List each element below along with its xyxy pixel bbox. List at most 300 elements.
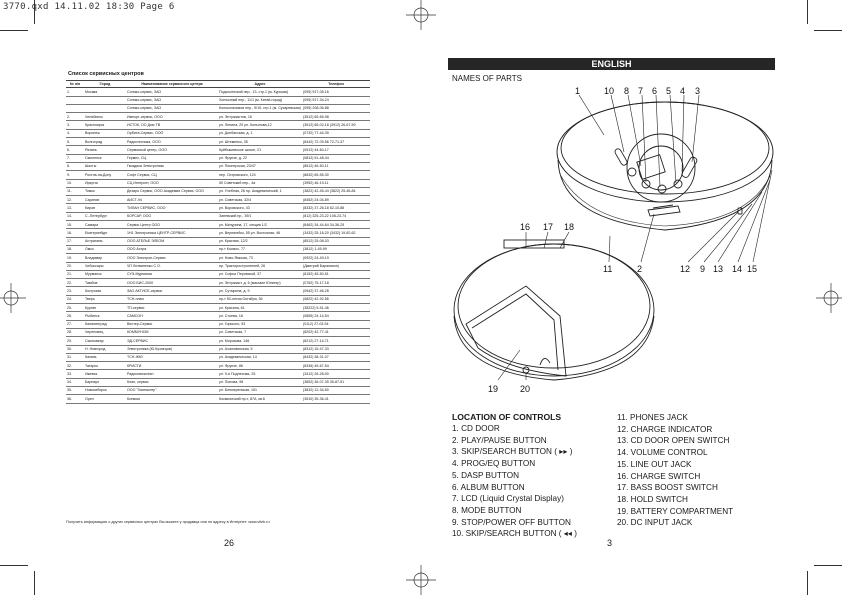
table-cell: ООО БИС-2000	[126, 279, 218, 287]
table-cell: (8212) 27-14-71	[302, 337, 370, 345]
table-cell: ЗАО АКТИСЕ-сервис	[126, 287, 218, 295]
table-cell: (Дмитрий Бараникин)	[302, 262, 370, 270]
crop-mark	[807, 571, 808, 595]
table-cell: ул. 9-я Подлесная, 25	[218, 370, 302, 378]
table-cell: ул. Штеменко, 35	[218, 138, 302, 146]
table-cell: 28.	[66, 328, 84, 336]
callout-17: 17	[543, 222, 554, 232]
table-cell: (3432) 25-18-20 (3432) 19-82-62	[302, 229, 370, 237]
table-row	[66, 88, 370, 96]
table-cell: Сонико-сервис, ЗАО	[126, 104, 218, 112]
table-cell: ЭД-СЕРВИС	[126, 337, 218, 345]
table-cell	[66, 96, 84, 104]
table-row	[66, 287, 370, 295]
table-cell: Череповец	[84, 328, 126, 336]
service-list-footer: Получить информацию о других сервисных центрах Вы можете у продавца или по адресу в Интернет: www.vitek.ru	[66, 520, 270, 524]
column-header: Телефон	[302, 81, 370, 88]
table-cell: 2.	[66, 113, 84, 121]
table-cell: Радиосвязьтехн	[126, 370, 218, 378]
table-cell: (8632) 65-55-30	[302, 171, 370, 179]
table-cell: 35.	[66, 386, 84, 394]
callout-19: 19	[488, 384, 499, 394]
table-cell: 29.	[66, 337, 84, 345]
crop-mark	[34, 0, 35, 24]
table-cell: ул. Фрунзе, д. 22	[218, 154, 302, 162]
table-cell: Владимир	[84, 254, 126, 262]
list-item: 13. CD DOOR OPEN SWITCH	[617, 436, 730, 446]
table-cell: Рязань	[84, 146, 126, 154]
list-item: 9. STOP/POWER OFF BUTTON	[452, 517, 571, 527]
list-item: 1. CD DOOR	[452, 424, 500, 433]
table-cell: Новосибирск	[84, 386, 126, 394]
table-cell: (812) 325-23-22 108-23-74	[302, 212, 370, 220]
table-cell: Чебоксары	[84, 262, 126, 270]
table-cell: 24.	[66, 295, 84, 303]
table-cell: Сервис Центр ООО	[126, 221, 218, 229]
table-cell: 15.	[66, 221, 84, 229]
column-header: Адрес	[218, 81, 302, 88]
list-item: 12. CHARGE INDICATOR	[617, 424, 713, 434]
table-cell: ул. Софьи Перовской, 37	[218, 270, 302, 278]
crop-mark	[814, 30, 842, 31]
list-item: 18. HOLD SWITCH	[617, 494, 688, 504]
table-cell: Екатеринбург	[84, 229, 126, 237]
table-row	[66, 245, 370, 253]
table-row	[66, 295, 370, 303]
table-cell: (0822) 42-92-56	[302, 295, 370, 303]
table-row	[66, 312, 370, 320]
page-number-right: 3	[607, 538, 613, 548]
list-item: 5. DASP BUTTON	[452, 470, 520, 480]
table-cell: ул. Академическая, 14	[218, 353, 302, 361]
table-row	[66, 395, 370, 403]
table-cell: ООО Астра	[126, 245, 218, 253]
table-cell: (8442) 72-09-56 72-71-37	[302, 138, 370, 146]
table-cell: (0942) 37-46-28	[302, 287, 370, 295]
table-row	[66, 320, 370, 328]
table-cell: (3510) 35-36-41	[302, 395, 370, 403]
table-cell: ул. Фрунзе, 86	[218, 362, 302, 370]
table-cell: (8152) 45-50-51	[302, 270, 370, 278]
table-cell: ЧП Литвиненко С.О.	[126, 262, 218, 270]
callout-3: 3	[695, 86, 701, 96]
table-cell: ТИЛАН СЕРВИС, ООО	[126, 204, 218, 212]
table-cell: ул. Ново-Ямская, 73	[218, 254, 302, 262]
table-cell: Тамбов	[84, 279, 126, 287]
callout-5: 5	[666, 86, 672, 96]
list-item: 16. CHARGE SWITCH	[617, 471, 701, 481]
controls-list-right	[617, 412, 733, 529]
table-cell: ул. Донбасская, д. 1	[218, 129, 302, 137]
callout-4: 4	[680, 86, 686, 96]
list-item: 17. BASS BOOST SWITCH	[617, 483, 718, 493]
table-cell: 36.	[66, 395, 84, 403]
table-row	[66, 171, 370, 179]
battery-compartment-icon	[466, 286, 566, 376]
callout-11: 11	[603, 264, 613, 274]
table-cell: (3512) 65-65-98	[302, 113, 370, 121]
table-row	[66, 179, 370, 187]
table-cell	[84, 96, 126, 104]
table-cell: 17.	[66, 237, 84, 245]
table-cell: (3822) 42-45-44 (3822) 25-46-84	[302, 187, 370, 195]
table-cell: Челябинск	[84, 113, 126, 121]
table-cell: ул. Ачаловинская, 5	[218, 345, 302, 353]
table-cell: (095) 917-05-16	[302, 88, 370, 96]
table-cell: АИСТ-94	[126, 196, 218, 204]
table-cell: Ксемом	[126, 395, 218, 403]
table-row	[66, 353, 370, 361]
skip-back-button-icon	[614, 148, 628, 167]
table-cell: 21.	[66, 270, 84, 278]
table-cell: 26.	[66, 312, 84, 320]
table-cell: Софт Сервис, СЦ	[126, 171, 218, 179]
table-cell: (8336) 45-67-54	[302, 362, 370, 370]
table-cell: Астрахань	[84, 237, 126, 245]
list-item: 8. MODE BUTTON	[452, 505, 522, 515]
table-row	[66, 104, 370, 112]
table-cell: ул. Морозова, 146	[218, 337, 302, 345]
table-body	[66, 88, 370, 403]
print-slug: 3770.qxd 14.11.02 18:30 Page 6	[3, 2, 175, 12]
table-cell: 14.	[66, 212, 84, 220]
list-item: 3. SKIP/SEARCH BUTTON ( ▸▸ )	[452, 447, 573, 457]
table-row	[66, 121, 370, 129]
table-row	[66, 386, 370, 394]
table-cell: Сыктывкар	[84, 337, 126, 345]
table-cell: 1.	[66, 88, 84, 96]
callout-9: 9	[700, 264, 706, 274]
table-cell: Волгоград	[84, 138, 126, 146]
table-cell: (8452) 24-04-89	[302, 196, 370, 204]
table-cell: Орбита-Сервис, ООО	[126, 129, 218, 137]
dasp-button-icon	[658, 185, 666, 193]
table-cell: Вестер-Сервис	[126, 320, 218, 328]
table-cell: 7.	[66, 154, 84, 162]
table-cell: 20.	[66, 262, 84, 270]
table-row	[66, 138, 370, 146]
table-cell: (35222) 5-51-46	[302, 304, 370, 312]
table-cell: ул. Энтузиаст, д. 6 (магазин Юпитер)	[218, 279, 302, 287]
table-cell: Холхозный пер., 11/1 (м. Китай-город)	[218, 96, 302, 104]
page-number-left: 26	[224, 538, 235, 548]
table-cell: КОРСАР, ООО	[126, 212, 218, 220]
table-cell: Барнаул	[84, 378, 126, 386]
table-cell: ул. Мичурина, 17, секция 1/2	[218, 221, 302, 229]
cd-player-diagram	[448, 80, 778, 400]
table-cell: Заневский пр., 39/1	[218, 212, 302, 220]
table-cell: Татарск	[84, 362, 126, 370]
table-cell: пер. Островского, 124	[218, 171, 302, 179]
list-item: 15. LINE OUT JACK	[617, 459, 692, 469]
list-item: 14. VOLUME CONTROL	[617, 448, 708, 458]
table-cell: Ижевск	[84, 370, 126, 378]
table-cell	[66, 104, 84, 112]
table-cell: 19.	[66, 254, 84, 262]
table-cell: (8432) 38-31-07	[302, 353, 370, 361]
registration-mark	[404, 0, 438, 30]
callout-18: 18	[564, 222, 575, 232]
table-cell: Воронеж	[84, 129, 126, 137]
column-header: Наименование сервисного центра	[126, 81, 218, 88]
table-cell: пр. Тракторостроителей, 26	[218, 262, 302, 270]
table-cell: СУЭ-Мурманск	[126, 270, 218, 278]
table-cell: (3812) 1-45-99	[302, 245, 370, 253]
registration-mark	[816, 283, 842, 313]
table-cell: ул. Сутырина, д. 9	[218, 287, 302, 295]
table-cell: Н. Новгород	[84, 345, 126, 353]
list-item: 6. ALBUM BUTTON	[452, 482, 525, 492]
table-cell: (3852) 36-07-35 35-87-51	[302, 378, 370, 386]
table-cell: (0752) 75-17-18	[302, 279, 370, 287]
table-cell: (0922) 24-49-19	[302, 254, 370, 262]
table-cell: Космический пр-т, 87А, кв.6	[218, 395, 302, 403]
table-cell: Саратов	[84, 196, 126, 204]
table-row	[66, 345, 370, 353]
table-cell: (0912) 44-60-17	[302, 146, 370, 154]
table-cell: (095) 917-34-24	[302, 96, 370, 104]
table-cell: (0732) 77-44-39	[302, 129, 370, 137]
list-item: 20. DC INPUT JACK	[617, 518, 693, 528]
service-list-title: Список сервисных центров	[68, 71, 144, 77]
table-cell: Мурманск	[84, 270, 126, 278]
table-cell: (8202) 42-77-41	[302, 328, 370, 336]
table-cell: КОММУНОМ	[126, 328, 218, 336]
table-cell: (095) 208-06-88	[302, 104, 370, 112]
registration-mark	[404, 565, 438, 595]
table-cell: Томск	[84, 187, 126, 195]
table-cell: Гермес, СЦ	[126, 154, 218, 162]
table-row	[66, 96, 370, 104]
callout-15: 15	[747, 264, 758, 274]
callout-10: 10	[604, 86, 615, 96]
table-cell: Орел	[84, 395, 126, 403]
names-of-parts-heading: NAMES OF PARTS	[452, 74, 522, 83]
table-cell	[84, 104, 126, 112]
table-row	[66, 204, 370, 212]
table-cell: Рыбинск	[84, 312, 126, 320]
table-cell: Электроника (Ю.Кузнецов)	[126, 345, 218, 353]
table-cell: 3.	[66, 121, 84, 129]
table-cell: Сервисный центр, ООО	[126, 146, 218, 154]
table-cell: Сонико-сервис, ЗАО	[126, 88, 218, 96]
controls-list-left	[452, 423, 577, 540]
table-cell: 9.	[66, 171, 84, 179]
table-row	[66, 279, 370, 287]
table-cell: ул. Горького, 53	[218, 320, 302, 328]
table-row	[66, 237, 370, 245]
table-row	[66, 229, 370, 237]
list-item: 11. PHONES JACK	[617, 413, 688, 422]
table-cell: 11.	[66, 187, 84, 195]
play-pause-button-icon	[648, 206, 680, 216]
table-cell: 34.	[66, 378, 84, 386]
table-cell: Смоленск	[84, 154, 126, 162]
table-cell: Курган	[84, 304, 126, 312]
prog-eq-button-icon	[674, 180, 682, 188]
table-cell: Казань	[84, 353, 126, 361]
table-cell: Киров	[84, 204, 126, 212]
table-cell: С.-Петербург	[84, 212, 126, 220]
language-bar: ENGLISH	[448, 58, 775, 70]
table-cell: 50 Советский пер., 4а	[218, 179, 302, 187]
table-cell: (8332) 37-26-18 62-10-88	[302, 204, 370, 212]
callout-16: 16	[520, 222, 531, 232]
table-row	[66, 254, 370, 262]
table-cell: Подсосенский пер., 13, стр.1 (м. Курская)	[218, 88, 302, 96]
table-cell: 27.	[66, 320, 84, 328]
table-cell: САМСОН	[126, 312, 218, 320]
table-cell: ул. Стоева, 16	[218, 312, 302, 320]
table-cell: ул. Энтузиастов, 16	[218, 113, 302, 121]
table-cell: Москва	[84, 88, 126, 96]
table-cell: 30.	[66, 345, 84, 353]
crop-mark	[0, 565, 28, 566]
column-header: № п/п	[66, 81, 84, 88]
table-cell: Сонико-сервис, ЗАО	[126, 96, 218, 104]
list-item: 19. BATTERY COMPARTMENT	[617, 506, 734, 516]
table-row	[66, 196, 370, 204]
table-cell: (3912) 65-02-18 (3912) 26-67-59	[302, 121, 370, 129]
table-cell: Гвоздика Электроникс	[126, 162, 218, 170]
table-cell: Импорт-сервис, ООО	[126, 113, 218, 121]
table-cell: ООО АТЕЛЬЕ ЭЛЕОМ	[126, 237, 218, 245]
table-cell: ул. Красина, 61	[218, 304, 302, 312]
crop-mark	[34, 571, 35, 595]
registration-mark	[0, 283, 26, 313]
table-row	[66, 270, 370, 278]
mode-button-icon	[628, 168, 636, 176]
table-cell: Клип, сервис	[126, 378, 218, 386]
table-cell: 16.	[66, 229, 84, 237]
table-cell: Колокольников пер., 9/10, стр.1 (м. Сухаревская)	[218, 104, 302, 112]
list-item: 4. PROG/EQ BUTTON	[452, 459, 536, 469]
table-row	[66, 187, 370, 195]
table-cell: (8512) 25-08-03	[302, 237, 370, 245]
column-header: Город	[84, 81, 126, 88]
table-cell: ул. Учебная, 26 пр. Академический, 1	[218, 187, 302, 195]
callout-7: 7	[638, 86, 644, 96]
callout-12: 12	[680, 264, 691, 274]
table-cell: Калининград	[84, 320, 126, 328]
table-cell: ул. Вернигейск, 55 ул. Восточная, 46	[218, 229, 302, 237]
table-cell: Омск	[84, 245, 126, 253]
table-row	[66, 129, 370, 137]
table-cell: 6.	[66, 146, 84, 154]
table-cell: СЦ Интерсет, ООО	[126, 179, 218, 187]
crop-mark	[807, 0, 808, 24]
table-cell: Иркутск	[84, 179, 126, 187]
table-cell: Кострома	[84, 287, 126, 295]
table-cell: КРИСТИ	[126, 362, 218, 370]
table-cell: Куйбышевское шоссе, 21	[218, 146, 302, 154]
table-cell: 31.	[66, 353, 84, 361]
table-cell: 25.	[66, 304, 84, 312]
table-cell: 5.	[66, 138, 84, 146]
table-cell: 32.	[66, 362, 84, 370]
table-cell: ул. Воровского, 43	[218, 204, 302, 212]
table-cell: ул. Красная, 12/2	[218, 237, 302, 245]
table-cell: ООО Электрон-Сервис	[126, 254, 218, 262]
table-row	[66, 113, 370, 121]
table-cell: (8612) 46-50-11	[302, 162, 370, 170]
callout-13: 13	[713, 264, 724, 274]
callout-14: 14	[732, 264, 743, 274]
table-cell: ООО "Гимнастер"	[126, 386, 218, 394]
table-row	[66, 378, 370, 386]
table-cell: (8312) 15-47-33	[302, 345, 370, 353]
callout-20: 20	[520, 384, 531, 394]
table-cell: ТСН-ЖКУ	[126, 353, 218, 361]
table-cell: Дезаро Сервис, ООО Академия Сервис, ООО	[126, 187, 218, 195]
table-cell: 22.	[66, 279, 84, 287]
table-cell: 10.	[66, 179, 84, 187]
table-cell: 4.	[66, 129, 84, 137]
callout-8: 8	[624, 86, 630, 96]
table-cell: ул. Блюхеренская, 151	[218, 386, 302, 394]
table-cell: (3952) 46-19-11	[302, 179, 370, 187]
table-cell: (0112) 27-03-54	[302, 320, 370, 328]
table-cell: ТП-сервис	[126, 304, 218, 312]
table-cell: ул. Пионерская, 23/47	[218, 162, 302, 170]
list-item: 2. PLAY/PAUSE BUTTON	[452, 435, 547, 445]
table-cell: Ростов-на-Дону	[84, 171, 126, 179]
table-cell: Самара	[84, 221, 126, 229]
callout-1: 1	[575, 86, 581, 96]
table-cell: ул. Ленина, 29 ул. Копылова,12	[218, 121, 302, 129]
callout-6: 6	[652, 86, 658, 96]
table-cell: 1Н1 Электроника ЦЕНТР-СЕРВИС	[126, 229, 218, 237]
table-cell: (3412) 26-28-00	[302, 370, 370, 378]
list-item: 7. LCD (Liquid Crystal Display)	[452, 494, 564, 504]
table-row	[66, 337, 370, 345]
table-cell: (8462) 34-44-64 34-36-25	[302, 221, 370, 229]
table-row	[66, 262, 370, 270]
service-center-table	[66, 80, 370, 404]
table-cell: (0855) 24-14-54	[302, 312, 370, 320]
table-cell: ул. Попова, 98	[218, 378, 302, 386]
table-row	[66, 146, 370, 154]
table-cell: Радиотехника, ООО	[126, 138, 218, 146]
table-row	[66, 154, 370, 162]
table-header-row	[66, 81, 370, 88]
callout-2: 2	[637, 264, 643, 274]
table-cell: Шахты	[84, 162, 126, 170]
table-cell: Тверь	[84, 295, 126, 303]
table-row	[66, 162, 370, 170]
table-row	[66, 212, 370, 220]
table-cell: ТСН-плюс	[126, 295, 218, 303]
crop-mark	[0, 30, 28, 31]
table-cell: Красноярск	[84, 121, 126, 129]
table-cell: ул. Советская, 7	[218, 328, 302, 336]
table-row	[66, 304, 370, 312]
table-cell: 23.	[66, 287, 84, 295]
table-cell: ул. Советская, 32/4	[218, 196, 302, 204]
table-cell: 18.	[66, 245, 84, 253]
table-cell: 33.	[66, 370, 84, 378]
crop-mark	[814, 565, 842, 566]
table-cell: пр-т 50-летия Октября, 36	[218, 295, 302, 303]
table-cell: ИСТОК, ОО Дом ТВ	[126, 121, 218, 129]
table-cell: пр-т Космос, 77	[218, 245, 302, 253]
table-row	[66, 362, 370, 370]
table-cell: (0812) 51-48-44	[302, 154, 370, 162]
table-cell: (3832) 12-34-50	[302, 386, 370, 394]
table-row	[66, 328, 370, 336]
table-row	[66, 221, 370, 229]
table-row	[66, 370, 370, 378]
